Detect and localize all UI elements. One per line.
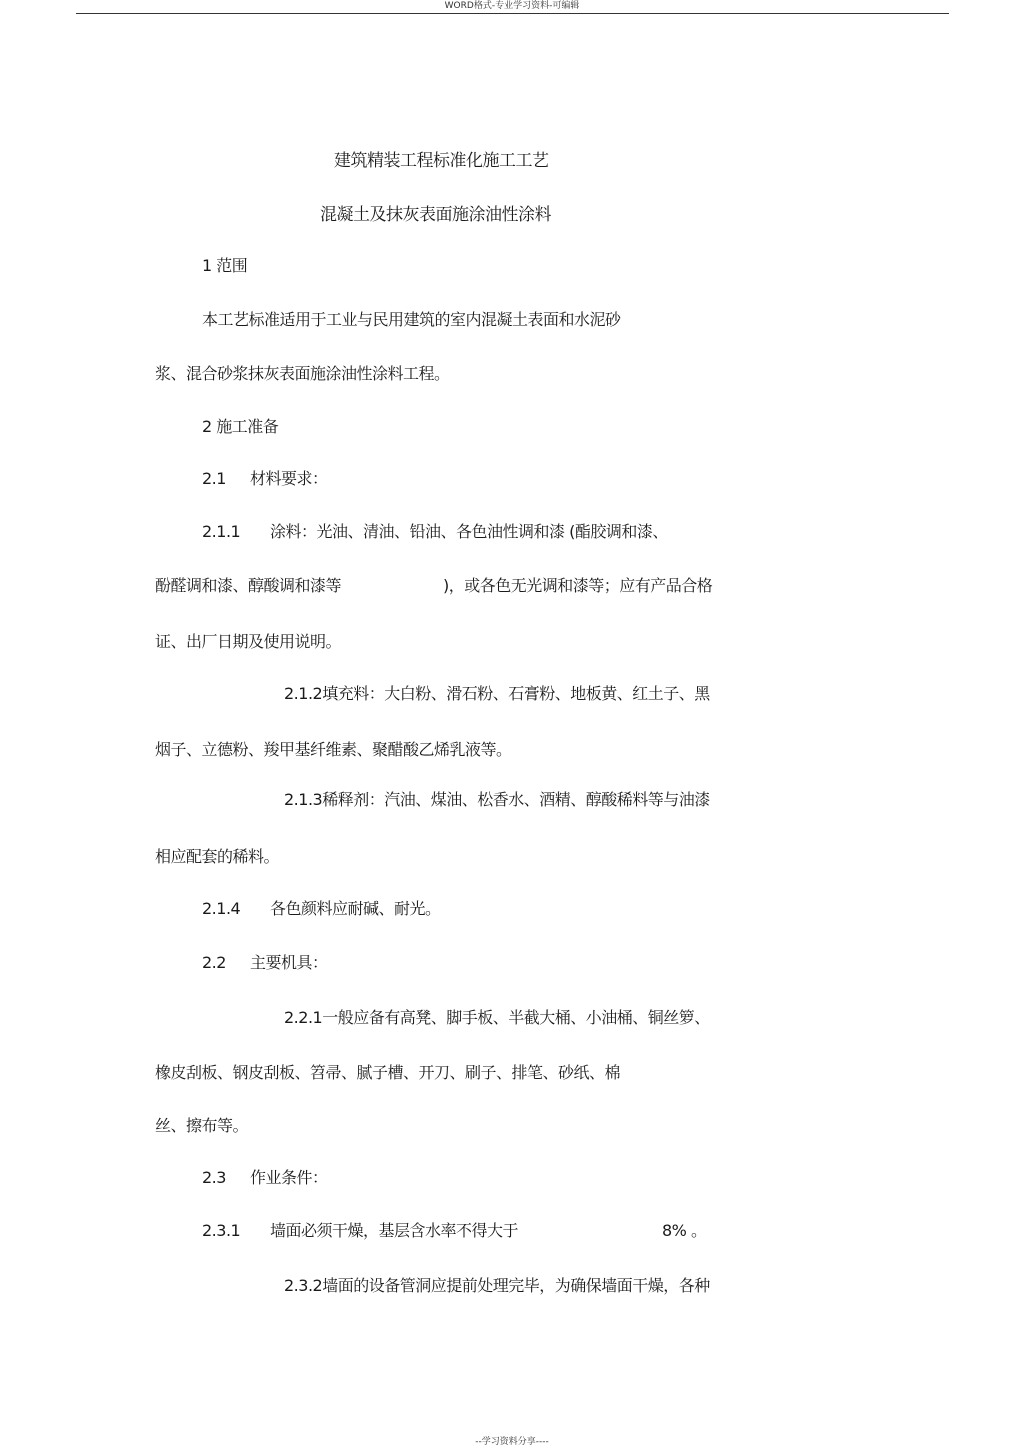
clause-heading: 材料要求： <box>250 469 328 488</box>
paragraph-line: 浆、混合砂浆抹灰表面施涂油性涂料工程。 <box>155 364 450 383</box>
clause-number: 2.3 <box>202 1168 226 1187</box>
document-title: 建筑精装工程标准化施工工艺 <box>334 151 549 171</box>
paragraph-line: 2.1.3稀释剂：汽油、煤油、松香水、酒精、醇酸稀料等与油漆 <box>284 790 710 809</box>
paragraph-line: 酚醛调和漆、醇酸调和漆等 <box>155 576 342 595</box>
page-footer: --学习资料分享---- <box>475 1437 549 1447</box>
paragraph-line: )，或各色无光调和漆等；应有产品合格 <box>443 576 713 595</box>
paragraph-line: 橡皮刮板、钢皮刮板、笤帚、腻子槽、开刀、刷子、排笔、砂纸、棉 <box>155 1063 621 1082</box>
paragraph-line: 各色颜料应耐碱、耐光。 <box>270 899 441 918</box>
paragraph-line: 丝、擦布等。 <box>155 1116 249 1135</box>
paragraph-line: 2.3.2墙面的设备管洞应提前处理完毕，为确保墙面干燥，各种 <box>284 1276 710 1295</box>
clause-number: 2.1.4 <box>202 899 241 918</box>
paragraph-line: 证、出厂日期及使用说明。 <box>155 632 342 651</box>
moisture-limit-value: 8% 。 <box>662 1221 707 1240</box>
clause-heading: 主要机具： <box>250 953 328 972</box>
paragraph-line: 2.2.1一般应备有高凳、脚手板、半截大桶、小油桶、铜丝箩、 <box>284 1008 710 1027</box>
section-heading-preparation: 2 施工准备 <box>202 417 279 436</box>
section-heading-scope: 1 范围 <box>202 256 248 275</box>
clause-heading: 作业条件： <box>250 1168 328 1187</box>
paragraph-line: 烟子、立德粉、羧甲基纤维素、聚醋酸乙烯乳液等。 <box>155 740 512 759</box>
clause-number: 2.1.1 <box>202 522 241 541</box>
paragraph-line: 本工艺标准适用于工业与民用建筑的室内混凝土表面和水泥砂 <box>202 310 621 329</box>
document-subtitle: 混凝土及抹灰表面施涂油性涂料 <box>320 205 551 225</box>
header-divider <box>76 13 949 14</box>
paragraph-line: 2.1.2填充料：大白粉、滑石粉、石膏粉、地板黄、红土子、黑 <box>284 684 710 703</box>
clause-number: 2.2 <box>202 953 226 972</box>
clause-number: 2.1 <box>202 469 226 488</box>
paragraph-line: 涂料：光油、清油、铅油、各色油性调和漆 (酯胶调和漆、 <box>270 522 668 541</box>
paragraph-line: 相应配套的稀料。 <box>155 847 280 866</box>
clause-number: 2.3.1 <box>202 1221 241 1240</box>
page-header: WORD格式-专业学习资料-可编辑 <box>444 1 580 11</box>
paragraph-line: 墙面必须干燥，基层含水率不得大于 <box>270 1221 519 1240</box>
